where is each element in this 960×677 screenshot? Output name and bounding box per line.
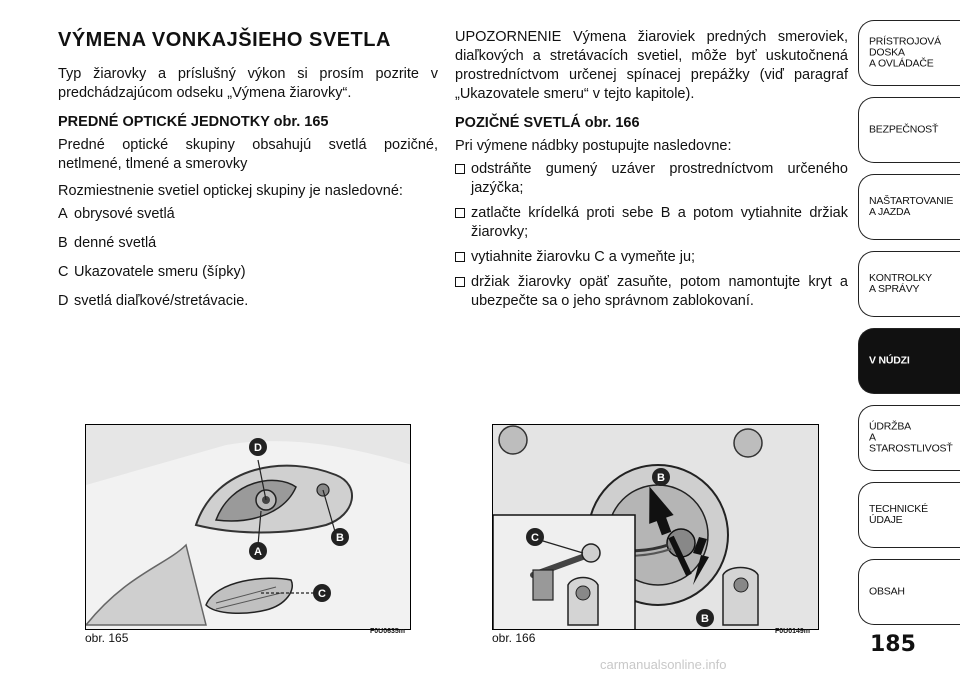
label-marker-d — [249, 438, 267, 456]
figure-caption: obr. 165 — [85, 631, 129, 645]
page-title: VÝMENA VONKAJŠIEHO SVETLA — [58, 29, 391, 51]
label-marker-b — [331, 528, 349, 546]
label-marker-b-bottom — [696, 609, 714, 627]
checkbox-bullet-icon — [455, 252, 465, 262]
intro-paragraph: Typ žiarovky a príslušný výkon si prosím pozrite v predchádzajúcom odseku „Výmena žiarovky“. — [58, 66, 438, 101]
list-item: vytiahnite žiarovku C a vymeňte ju; — [455, 248, 848, 267]
label-marker-a — [249, 542, 267, 560]
list-item: zatlačte krídelká proti sebe B a potom vytiahnite držiak žiarovky; — [455, 204, 848, 242]
svg-text:C: C — [531, 532, 539, 544]
warning-paragraph: UPOZORNENIE Výmena žiaroviek predných smeroviek, diaľkových a stretávacích svetiel, môže byť uskutočnená prostredníctvom určenej spínacej prepážky (viď paragraf „Ukazovatele smeru“ v tejto kapitole). — [455, 29, 848, 102]
svg-text:B: B — [657, 472, 665, 484]
label-marker-b-top — [652, 468, 670, 486]
svg-text:B: B — [701, 613, 709, 625]
figure-165-headlight — [85, 424, 411, 630]
tab-technical-data[interactable]: TECHNICKÉ ÚDAJE — [858, 482, 960, 548]
page-number: 185 — [870, 632, 916, 657]
figure-166-bulb-holder — [492, 424, 819, 630]
front-lights-paragraph: Predné optické skupiny obsahujú svetlá pozičné, netlmené, tlmené a smerovky — [58, 137, 438, 172]
list-item: A obrysové svetlá — [58, 206, 175, 222]
label-marker-c — [313, 584, 331, 602]
headlight-illustration — [86, 425, 411, 630]
chapter-tabs — [858, 20, 960, 636]
right-column — [455, 28, 848, 317]
svg-text:C: C — [318, 588, 326, 600]
figure-code: F0U0635m — [370, 628, 406, 635]
checkbox-bullet-icon — [455, 277, 465, 287]
section-heading-front-lights: PREDNÉ OPTICKÉ JEDNOTKY obr. 165 — [58, 114, 329, 130]
list-item: B denné svetlá — [58, 235, 157, 251]
svg-text:D: D — [254, 442, 262, 454]
procedure-intro: Pri výmene nádbky postupujte nasledovne: — [455, 138, 732, 154]
tab-instrument-panel[interactable]: PRÍSTROJOVÁ DOSKA A OVLÁDAČE — [858, 20, 960, 86]
layout-paragraph: Rozmiestnenie svetiel optickej skupiny je nasledovné: — [58, 183, 403, 199]
section-heading-position-lights: POZIČNÉ SVETLÁ obr. 166 — [455, 115, 640, 131]
svg-text:A: A — [254, 546, 262, 558]
tab-emergency[interactable]: V NÚDZI — [858, 328, 960, 394]
checkbox-bullet-icon — [455, 164, 465, 174]
list-item: odstráňte gumený uzáver prostredníctvom určeného jazýčka; — [455, 160, 848, 198]
label-marker-c — [526, 528, 544, 546]
tab-warning-lights[interactable]: KONTROLKY A SPRÁVY — [858, 251, 960, 317]
checkbox-bullet-icon — [455, 208, 465, 218]
tab-maintenance[interactable]: ÚDRŽBA A STAROSTLIVOSŤ — [858, 405, 960, 471]
figure-code: F0U0149m — [775, 628, 811, 635]
left-column — [58, 28, 438, 321]
figure-caption: obr. 166 — [492, 631, 536, 645]
bulb-holder-illustration — [493, 425, 819, 630]
tab-starting-driving[interactable]: NAŠTARTOVANIE A JAZDA — [858, 174, 960, 240]
list-item: C Ukazovatele smeru (šípky) — [58, 264, 246, 280]
list-item: držiak žiarovky opäť zasuňte, potom namontujte kryt a ubezpečte sa o jeho správnom zablokovaní. — [455, 273, 848, 311]
list-item: D svetlá diaľkové/stretávacie. — [58, 293, 249, 309]
watermark-footer: carmanualsonline.info — [600, 657, 727, 672]
svg-text:B: B — [336, 532, 344, 544]
tab-safety[interactable]: BEZPEČNOSŤ — [858, 97, 960, 163]
tab-contents[interactable]: OBSAH — [858, 559, 960, 625]
